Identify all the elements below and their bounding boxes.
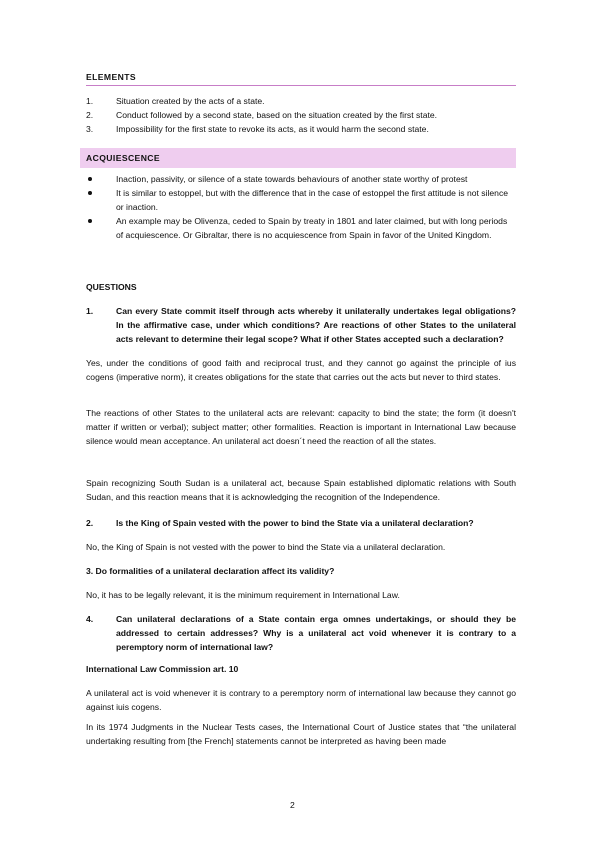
question-2: 2. Is the King of Spain vested with the power to bind the State via a unilateral declaration? [86, 518, 474, 528]
bullet-icon [88, 177, 92, 181]
list-item: It is similar to estoppel, but with the difference that in the case of estoppel the first attitude is not silence or inaction. [86, 186, 516, 214]
question-3: 3. Do formalities of a unilateral declaration affect its validity? [86, 566, 335, 576]
bullet-icon [88, 219, 92, 223]
question-4: 4. Can unilateral declarations of a State contain erga omnes undertakings, or should they be addressed to certain addresses? Why is a unilateral act void whenever it is contrary to a peremptory norm of international law? [86, 614, 516, 652]
list-item: 1. Situation created by the acts of a state. [86, 96, 265, 106]
elements-heading: ELEMENTS [86, 72, 516, 86]
answer-1-paragraph-3: Spain recognizing South Sudan is a unilateral act, because Spain established diplomatic relations with South Sudan, and this reaction means that it is acknowledging the recognition of the Independence. [86, 478, 516, 502]
elements-list [86, 94, 437, 136]
page-number: 2 [290, 800, 295, 810]
answer-1-paragraph-2: The reactions of other States to the unilateral acts are relevant: capacity to bind the state; the form (it doesn't matter if written or verbal); subject matter; other formalities. Reaction is important in International Law because silence would mean acceptance. An unilateral act doesn´t need the reaction of all the states. [86, 408, 516, 446]
questions-heading: QUESTIONS [86, 282, 137, 292]
question-1: 1. Can every State commit itself through acts whereby it unilaterally undertakes legal obligations? In the affirmative case, under which conditions? Are reactions of other States to the unilateral acts relevant to determine their legal scope? What if other States accepted such a declaration? [86, 306, 516, 344]
answer-4-paragraph-1: A unilateral act is void whenever it is contrary to a peremptory norm of international law because they cannot go against iuis cogens. [86, 688, 516, 712]
list-item: Inaction, passivity, or silence of a state towards behaviours of another state worthy of protest [86, 172, 516, 186]
list-item: An example may be Olivenza, ceded to Spain by treaty in 1801 and later claimed, but with long periods of acquiescence. Or Gibraltar, there is no acquiescence from Spain in favor of the United Kingdom. [86, 214, 516, 242]
answer-4-paragraph-2: In its 1974 Judgments in the Nuclear Tests cases, the International Court of Justice states that “the unilateral undertaking resulting from [the French] statements cannot be interpreted as having been made [86, 722, 516, 746]
bullet-icon [88, 191, 92, 195]
answer-3: No, it has to be legally relevant, it is the minimum requirement in International Law. [86, 590, 400, 600]
acquiescence-list [86, 172, 516, 242]
answer-1-paragraph-1: Yes, under the conditions of good faith and reciprocal trust, and they cannot go against the principle of ius cogens (imperative norm), it creates obligations for the state that carries out the acts but never to third states. [86, 358, 516, 382]
list-item: 3. Impossibility for the first state to revoke its acts, as it would harm the second state. [86, 124, 429, 134]
list-item: 2. Conduct followed by a second state, based on the situation created by the first state. [86, 110, 438, 120]
acquiescence-heading: ACQUIESCENCE [80, 148, 516, 168]
answer-2: No, the King of Spain is not vested with the power to bind the State via a unilateral declaration. [86, 542, 446, 552]
answer-4-heading: International Law Commission art. 10 [86, 664, 239, 674]
